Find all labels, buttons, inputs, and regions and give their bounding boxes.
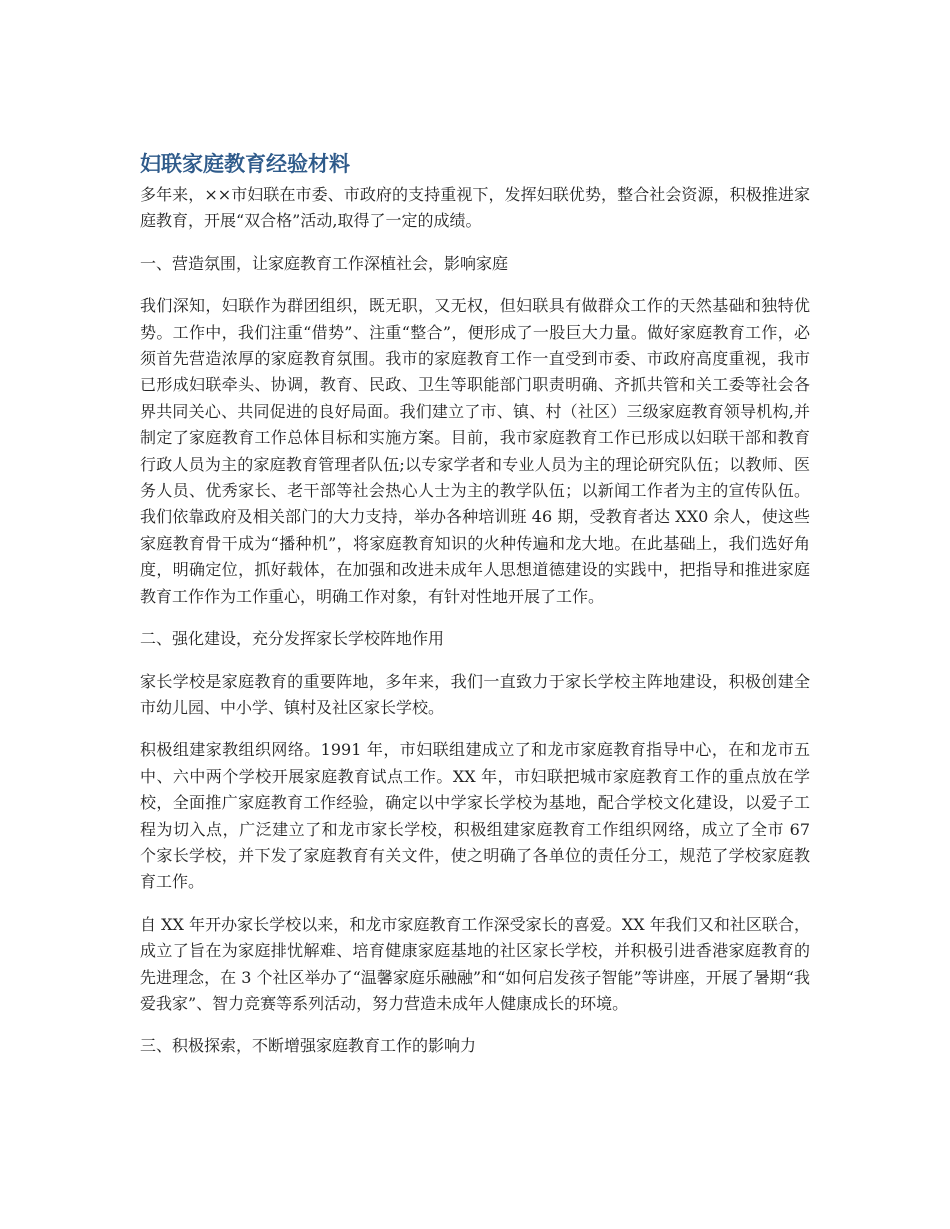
section-3-heading: 三、积极探索，不断增强家庭教育工作的影响力 — [140, 1036, 477, 1056]
section-2-paragraph-2: 积极组建家教组织网络。1991 年，市妇联组建成立了和龙市家庭教育指导中心，在和龙市五中、六中两个学校开展家庭教育试点工作。XX 年，市妇联把城市家庭教育工作的重点放在学校，全面推广家庭教育工作经验，确定以中学家长学校为基地，配合学校文化建设，以爱子工程为切入点，广泛建立了和龙市家长学校，积极组建家庭教育工作组织网络，成立了全市 67 个家长学校，并下发了家庭教育有关文件，使之明确了各单位的责任分工，规范了学校家庭教育工作。 — [140, 740, 810, 892]
section-2-heading: 二、强化建设，充分发挥家长学校阵地作用 — [140, 629, 445, 649]
document-page — [140, 148, 810, 1076]
section-2-paragraph-3: 自 XX 年开办家长学校以来，和龙市家庭教育工作深受家长的喜爱。XX 年我们又和社区联合，成立了旨在为家庭排忧解难、培育健康家庭基地的社区家长学校，并积极引进香港家庭教育的先进理念，在 3 个社区举办了“温馨家庭乐融融”和“如何启发孩子智能”等讲座，开展了暑期“我爱我家”、智力竞赛等系列活动，努力营造未成年人健康成长的环境。 — [140, 914, 810, 1013]
section-1-heading: 一、营造氛围，让家庭教育工作深植社会，影响家庭 — [140, 253, 509, 273]
intro-paragraph: 多年来，××市妇联在市委、市政府的支持重视下，发挥妇联优势，整合社会资源，积极推进家庭教育，开展“双合格”活动,取得了一定的成绩。 — [140, 185, 810, 231]
section-1-paragraph: 我们深知，妇联作为群团组织，既无职，又无权，但妇联具有做群众工作的天然基础和独特优势。工作中，我们注重“借势”、注重“整合”，便形成了一股巨大力量。做好家庭教育工作，必须首先营造浓厚的家庭教育氛围。我市的家庭教育工作一直受到市委、市政府高度重视，我市已形成妇联牵头、协调，教育、民政、卫生等职能部门职责明确、齐抓共管和关工委等社会各界共同关心、共同促进的良好局面。我们建立了市、镇、村（社区）三级家庭教育领导机构,并制定了家庭教育工作总体目标和实施方案。目前，我市家庭教育工作已形成以妇联干部和教育行政人员为主的家庭教育管理者队伍;以专家学者和专业人员为主的理论研究队伍；以教师、医务人员、优秀家长、老干部等社会热心人士为主的教学队伍；以新闻工作者为主的宣传队伍。我们依靠政府及相关部门的大力支持，举办各种培训班 46 期，受教育者达 XX0 余人，使这些家庭教育骨干成为“播种机”，将家庭教育知识的火种传遍和龙大地。在此基础上，我们选好角度，明确定位，抓好载体，在加强和改进未成年人思想道德建设的实践中，把指导和推进家庭教育工作作为工作重心，明确工作对象，有针对性地开展了工作。 — [140, 296, 810, 606]
document-title: 妇联家庭教育经验材料 — [140, 152, 350, 176]
section-2-paragraph-1: 家长学校是家庭教育的重要阵地，多年来，我们一直致力于家长学校主阵地建设，积极创建全市幼儿园、中小学、镇村及社区家长学校。 — [140, 671, 810, 717]
